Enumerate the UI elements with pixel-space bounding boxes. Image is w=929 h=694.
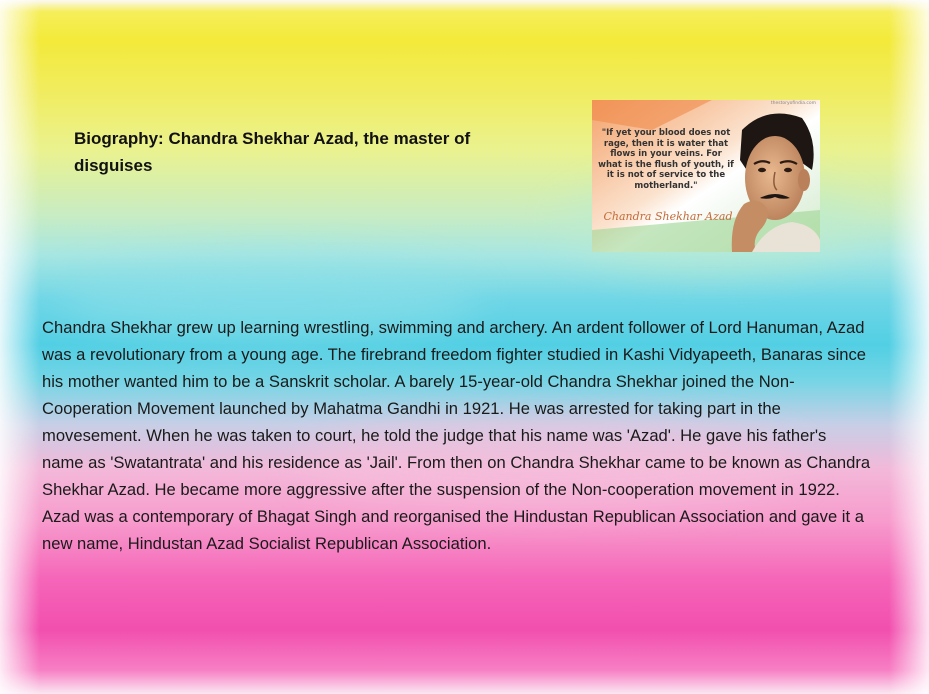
quote-text: "If yet your blood does not rage, then it is water that flows in your veins. For what is the flush of youth, if it is not of service to the motherland." [598,128,734,191]
page-edge-right [889,0,929,694]
article-body: Chandra Shekhar grew up learning wrestling, swimming and archery. An ardent follower of Lord Hanuman, Azad was a revolutionary from a young age. The firebrand freedom fighter studied in Kashi Vidyapeeth, Banaras since his mother wanted him to be a Sanskrit scholar. A barely 15-year-old Chandra Shekhar joined the Non-Cooperation Movement launched by Mahatma Gandhi in 1921. He was arrested for taking part in the movesement. When he was taken to court, he told the judge that his name was 'Azad'. He gave his father's name as 'Swatantrata' and his residence as 'Jail'. From then on Chandra Shekhar came to be known as Chandra Shekhar Azad. He became more aggressive after the suspension of the Non-cooperation movement in 1922. Azad was a contemporary of Bhagat Singh and reorganised the Hindustan Republican Association and gave it a new name, Hindustan Azad Socialist Republican Association. [42,318,871,553]
article-title: Biography: Chandra Shekhar Azad, the master of disguises [74,129,471,175]
azad-portrait-image [592,100,820,252]
image-credit: thestoryofindia.com [770,101,816,106]
signature-text: Chandra Shekhar Azad [603,210,733,223]
page-edge-left [0,0,40,694]
